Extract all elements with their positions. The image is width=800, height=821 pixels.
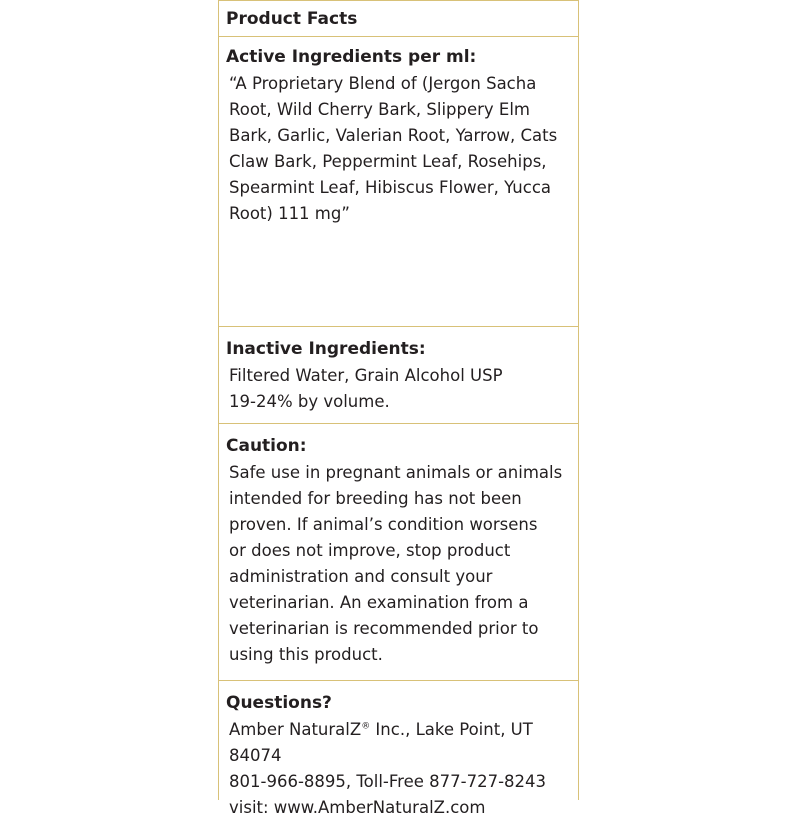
product-facts-panel — [218, 0, 579, 817]
active-ingredients-heading: Active Ingredients per ml: — [226, 47, 477, 67]
active-ingredients-text: “A Proprietary Blend of (Jergon Sacha Root, Wild Cherry Bark, Slippery Elm Bark, Garlic, Valerian Root, Yarrow, Cats Claw Bark, Peppermint Leaf, Rosehips, Spearmint Leaf, Hibiscus Flower, Yucca Root) 111 mg” — [229, 74, 558, 223]
company-name: Amber NaturalZ — [229, 720, 362, 739]
company-address: Inc., Lake Point, UT 84074 — [229, 720, 533, 765]
registered-mark: ® — [361, 721, 371, 732]
inactive-ingredients-text: Filtered Water, Grain Alcohol USP 19-24% by volume. — [229, 366, 503, 411]
caution-heading: Caution: — [226, 436, 307, 456]
caution-text: Safe use in pregnant animals or animals intended for breeding has not been proven. If animal’s condition worsens or does not improve, stop product administration and consult your veterinarian. An examination from a veterinarian is recommended prior to using this product. — [229, 463, 563, 664]
product-facts-title: Product Facts — [226, 9, 358, 29]
contact-address-line — [226, 713, 578, 769]
product-facts-header — [219, 0, 578, 37]
inactive-ingredients-section — [219, 327, 578, 424]
inactive-ingredients-heading: Inactive Ingredients: — [226, 339, 426, 359]
caution-section — [219, 424, 578, 681]
questions-heading: Questions? — [226, 693, 332, 713]
contact-web-line: visit: www.AmberNaturalZ.com — [229, 798, 486, 817]
questions-section — [219, 681, 578, 817]
contact-phone-line: 801-966-8895, Toll-Free 877-727-8243 — [229, 772, 547, 791]
active-ingredients-section — [219, 37, 578, 327]
